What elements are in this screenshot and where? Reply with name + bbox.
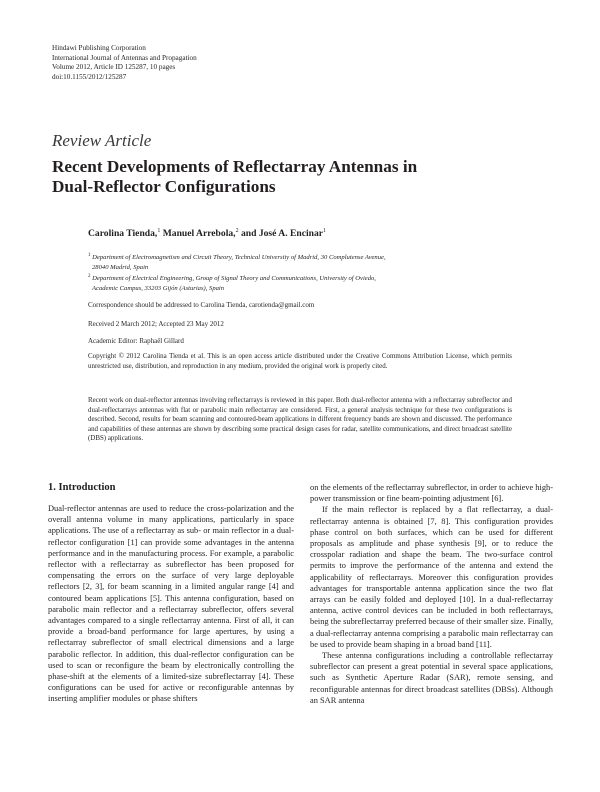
publisher: Hindawi Publishing Corporation: [52, 44, 146, 52]
article-type: Review Article: [52, 131, 152, 150]
received-dates: Received 2 March 2012; Accepted 23 May 2012: [88, 320, 224, 328]
body-paragraph: Dual-reflector antennas are used to reduce the cross-polarization and the overall antenna volume in many applications, particularly in space applications. The use of a reflectarray as sub- or main reflector in a dual-reflector configuration [1] can provide some advantages in the antenna performance and in the manufacturing process. For example, a parabolic reflector with a reflectarray as subreflector has been proposed for compensating the errors on the surface of very large deployable reflectors [2, 3], for beam scanning in a limited angular range [4] and contoured beam applications [5]. This antenna configuration, based on parabolic main reflector and a reflectarray subreflector, offers several advantages compared to a single reflectarray antenna. First of all, it can provide a broad-band performance for large apertures, by using a reflectarray subreflector of small electrical dimensions and a large parabolic reflector. In addition, this dual-reflector configuration can be used to scan or reconfigure the beam by electronically controlling the phase-shift at the elements of a limited-size subreflectarray [4]. These configurations can be used for active or reconfigurable antennas by inserting amplifier modules or phase shifters: [48, 504, 294, 704]
body-column-left: [48, 503, 294, 705]
title-line: Recent Developments of Reflectarray Antennas in: [52, 157, 418, 176]
title-line: Dual-Reflector Configurations: [52, 177, 276, 196]
correspondence: Correspondence should be addressed to Carolina Tienda, carotienda@gmail.com: [88, 301, 315, 309]
journal-name: International Journal of Antennas and Propagation: [52, 53, 197, 62]
journal-header: [52, 44, 352, 82]
affiliation-number: 1: [88, 253, 91, 258]
affiliation-line: [88, 272, 518, 284]
abstract: Recent work on dual-reflector antennas involving reflectarrays is reviewed in this paper. Both dual-reflector antenna with a reflectarray subreflector and dual-reflectarrays antennas with flat or parabolic main reflectarray are considered. First, a general analysis technique for these two configurations is described. Second, results for beam scanning and contoured-beam applications in different frequency bands are shown and discussed. The performance and capabilities of these antennas are shown by describing some practical design cases for radar, satellite communications, and direct broadcast satellite (DBS) applications.: [88, 396, 512, 443]
affiliation-number: 2: [88, 274, 91, 280]
paper-title: [52, 157, 512, 197]
affiliation-text: Department of Electrical Engineering, Group of Signal Theory and Communications, University of Oviedo,: [92, 275, 376, 283]
body-paragraph: If the main reflector is replaced by a flat reflectarray, a dual-reflectarray antenna is obtained [7, 8]. This configuration provides phase control on both surfaces, which can be used for different proposals as amplitude and phase synthesis [9], or to reduce the crosspolar radiation and shape the beam. The two-surface control permits to improve the performance of the antenna and extend the applicability of reflectarrays. Moreover this configuration provides advantages for transportable antenna application since the two flat arrays can be easily folded and deployed [10]. In a dual-reflectarray antenna, active control devices can be included in both reflectarrays, being the subreflectarray preferred because of their smaller size. Finally, a dual-reflectarray antenna comprising a parabolic main reflectarray can be used to provide beam shaping in a broad band [11].: [310, 505, 553, 649]
volume-info: Volume 2012, Article ID 125287, 10 pages: [52, 63, 176, 71]
author-name: Carolina Tienda,: [88, 228, 158, 239]
author-name: and José A. Encinar: [238, 228, 324, 239]
author-name: Manuel Arrebola,: [160, 228, 236, 239]
affiliations: [88, 251, 518, 294]
author-affiliation-mark: 2: [235, 228, 239, 234]
doi: doi:10.1155/2012/125287: [52, 72, 127, 81]
affiliation-line: [88, 251, 518, 263]
section-heading: 1. Introduction: [48, 482, 116, 493]
affiliation-line: Academic Campus, 33203 Gijón (Asturias), Spain: [92, 285, 225, 293]
affiliation-text: Department of Electromagnetism and Circuit Theory, Technical University of Madrid, 30 Complutense Avenue,: [92, 254, 386, 262]
affiliation-line: 28040 Madrid, Spain: [92, 263, 149, 271]
copyright-notice: Copyright © 2012 Carolina Tienda et al. This is an open access article distributed under the Creative Commons Attribution License, which permits unrestricted use, distribution, and reproduction in any medium, provided the original work is properly cited.: [88, 352, 512, 370]
body-paragraph: on the elements of the reflectarray subreflector, in order to achieve high-power transmission or fine beam-pointing adjustment [6].: [310, 483, 553, 504]
author-affiliation-mark: 1: [323, 228, 327, 234]
academic-editor: Academic Editor: Raphaël Gillard: [88, 337, 184, 345]
author-affiliation-mark: 1: [157, 228, 161, 234]
body-column-right: [310, 482, 553, 706]
body-paragraph: These antenna configurations including a controllable reflectarray subreflector can present a great potential in several space applications, such as Synthetic Aperture Radar (SAR), remote sensing, and reconfigurable antennas for direct broadcast satellites (DBSs). Although an SAR antenna: [310, 651, 553, 705]
author-list: [88, 228, 326, 239]
